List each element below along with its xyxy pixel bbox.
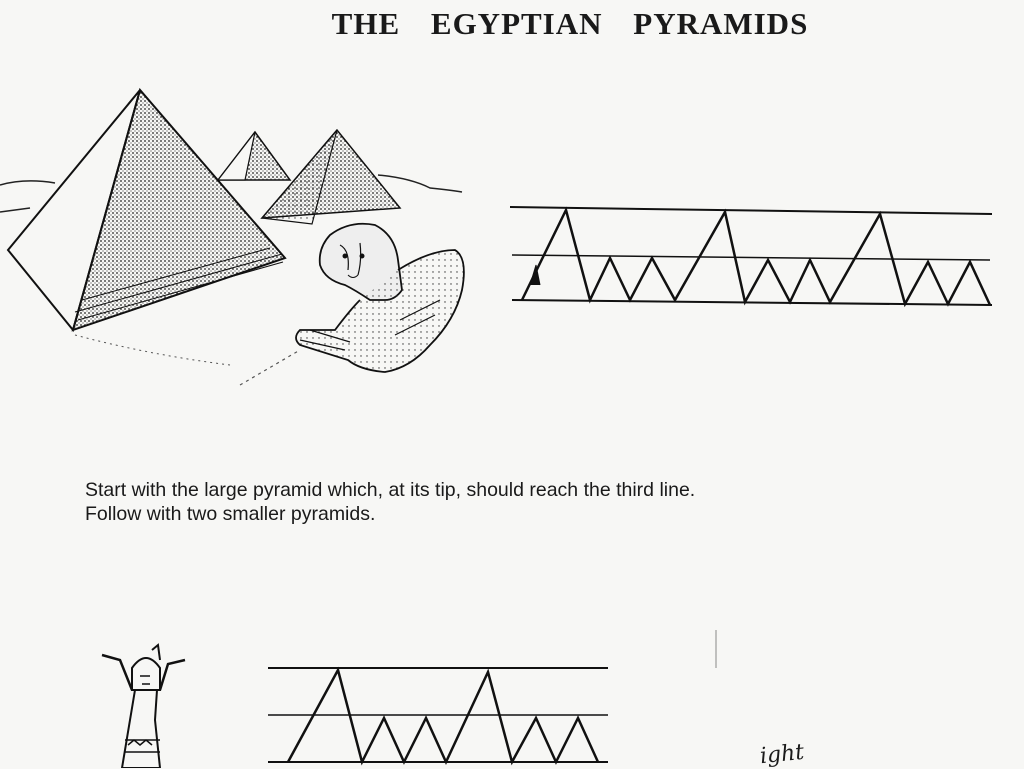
page-title: THE EGYPTIAN PYRAMIDS [331, 6, 809, 41]
instructions-text: Start with the large pyramid which, at its tip, should reach the third line. Follow with two smaller pyramids. [85, 479, 696, 525]
handwritten-note: ight [758, 739, 806, 769]
egyptian-figure-drawing [102, 645, 185, 768]
pyramid-tracing-guide-bottom [268, 668, 608, 762]
pyramid-tracing-guide-top [510, 207, 992, 305]
sphinx-drawing [296, 224, 464, 372]
